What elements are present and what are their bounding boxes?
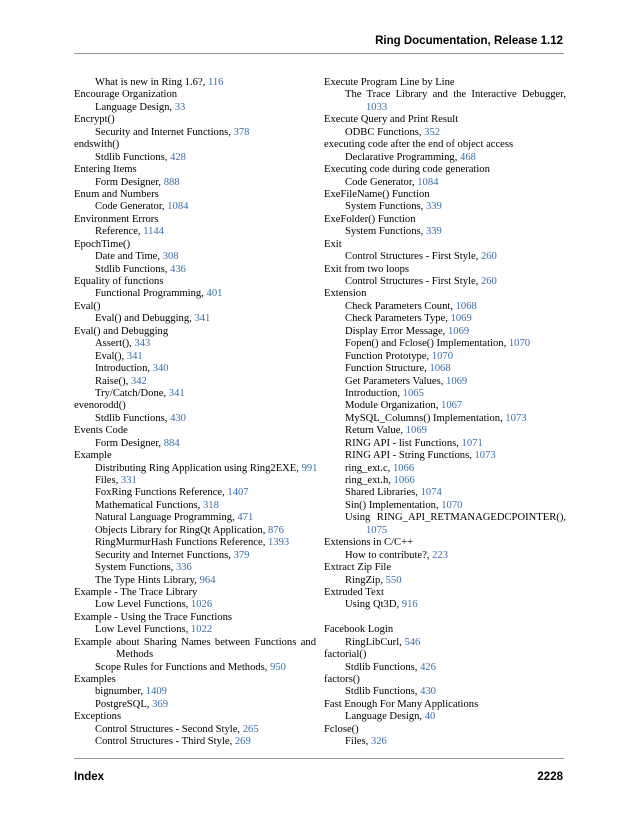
entry-text: Fast Enough For Many Applications: [324, 698, 479, 710]
entry-text: Exceptions: [74, 711, 122, 723]
index-term: [324, 114, 566, 126]
page-link[interactable]: 1068: [429, 363, 451, 375]
entry-text: Events Code: [74, 425, 128, 437]
entry-text: How to contribute?,: [345, 549, 433, 561]
index-subentry: [74, 177, 316, 189]
page-link[interactable]: 1066: [392, 462, 415, 474]
entry-text: Low Level Functions,: [95, 599, 191, 611]
index-subentry: [324, 376, 566, 388]
entry-text: Return Value,: [345, 425, 406, 437]
page-link[interactable]: 876: [268, 524, 284, 536]
index-term: [74, 89, 316, 101]
index-subentry: [74, 599, 316, 611]
page-link[interactable]: 1075: [366, 524, 388, 536]
index-term: [324, 288, 566, 300]
entry-text: Eval() and Debugging: [74, 325, 169, 337]
page-link[interactable]: 1067: [441, 400, 463, 412]
index-subentry: [324, 599, 566, 611]
entry-text: evenorodd(): [74, 400, 126, 412]
index-term: [324, 587, 566, 599]
entry-text: Files,: [95, 475, 121, 486]
index-subentry: [74, 201, 316, 213]
index-subentry: [74, 376, 316, 388]
entry-text: Module Organization,: [345, 400, 442, 412]
running-header-title: Ring Documentation, Release 1.12: [375, 35, 563, 47]
index-subentry: [74, 338, 316, 350]
entry-text: Enum and Numbers: [74, 188, 159, 200]
entry-text: ring_ext.c,: [345, 462, 393, 474]
index-term: [74, 139, 316, 151]
page-link[interactable]: 916: [401, 599, 418, 611]
index-term: [74, 400, 316, 412]
page-link[interactable]: 1065: [402, 387, 424, 399]
index-term: [324, 537, 566, 549]
index-subentry: [324, 450, 566, 462]
index-subentry: [74, 487, 316, 499]
page-link[interactable]: 1144: [143, 226, 165, 238]
entry-text: RING API - String Functions,: [345, 450, 475, 462]
entry-text: Code Generator,: [345, 176, 418, 188]
entry-text: RingLibCurl,: [345, 636, 405, 648]
page-link[interactable]: 1026: [190, 599, 213, 611]
entry-text: Control Structures - Third Style,: [95, 736, 235, 748]
index-subentry: [324, 301, 566, 313]
page-link[interactable]: 1068: [455, 300, 477, 312]
entry-text: Methods: [116, 649, 154, 661]
index-subentry: [324, 475, 566, 487]
entry-text: factors(): [324, 674, 360, 685]
entry-text: System Functions,: [345, 226, 426, 238]
index-term: [324, 239, 566, 251]
page-link[interactable]: 1073: [474, 450, 496, 462]
index-subentry: [324, 400, 566, 412]
entry-text: System Functions,: [345, 201, 426, 213]
page-link[interactable]: 378: [233, 126, 250, 138]
index-term: [74, 114, 316, 126]
index-subentry: [324, 388, 566, 400]
entry-text: Example: [74, 450, 112, 462]
index-subentry: [74, 438, 316, 450]
entry-text: RING API - list Functions,: [345, 437, 462, 449]
entry-text: FoxRing Functions Reference,: [95, 487, 228, 499]
entry-text: RingMurmurHash Functions Reference,: [95, 537, 268, 549]
entry-text: Eval() and Debugging,: [95, 313, 195, 325]
entry-text: EpochTime(): [74, 238, 131, 250]
index-term: [324, 562, 566, 574]
entry-text: Function Prototype,: [345, 350, 432, 362]
entry-text: ExeFileName() Function: [324, 188, 430, 200]
entry-text: Mathematical Functions,: [95, 499, 203, 511]
index-subentry: [324, 226, 566, 238]
page-link[interactable]: 1073: [505, 412, 527, 424]
entry-text: What is new in Ring 1.6?,: [95, 77, 208, 88]
index-subentry: [74, 288, 316, 300]
entry-text: Raise(),: [95, 375, 131, 387]
entry-text: Fclose(): [324, 723, 359, 735]
entry-text: Stdlib Functions,: [95, 412, 171, 424]
index-term: [74, 164, 316, 176]
page-link[interactable]: 339: [425, 201, 442, 213]
index-subentry: [74, 512, 316, 524]
entry-text: Exit: [324, 238, 342, 250]
header-rule: [74, 53, 564, 54]
page-link[interactable]: 426: [420, 661, 436, 673]
entry-text: ExeFolder() Function: [324, 213, 416, 225]
index-term: [324, 699, 566, 711]
entry-text: Executing code during code generation: [324, 164, 490, 176]
footer-rule: [74, 758, 564, 759]
index-term: [324, 214, 566, 226]
page-link[interactable]: 550: [385, 574, 402, 586]
entry-text: Eval(): [74, 300, 101, 312]
page-link[interactable]: 342: [130, 375, 147, 387]
page-link[interactable]: 343: [134, 338, 151, 350]
page-link[interactable]: 430: [170, 412, 186, 424]
index-subentry: [74, 699, 316, 711]
entry-text: Equality of functions: [74, 276, 164, 287]
page-link[interactable]: 1071: [461, 437, 483, 449]
page-link[interactable]: 223: [432, 549, 448, 561]
index-subentry: [324, 637, 566, 649]
index-subentry: [74, 264, 316, 276]
index-subentry: [324, 338, 566, 350]
index-term: [324, 139, 566, 151]
index-subentry: [324, 438, 566, 450]
entry-text: bignumber,: [95, 686, 146, 698]
entry-text: Security and Internet Functions,: [95, 549, 234, 561]
page-link[interactable]: 428: [170, 151, 186, 163]
index-term: [324, 77, 566, 89]
entry-text: Example - Using the Trace Functions: [74, 611, 233, 623]
page-link[interactable]: 33: [174, 101, 186, 113]
entry-text: Introduction,: [345, 387, 403, 399]
index-subentry: [324, 512, 566, 524]
entry-text: Fopen() and Fclose() Implementation,: [345, 338, 509, 350]
page-link[interactable]: 991: [301, 462, 318, 474]
entry-text: Declarative Programming,: [345, 151, 461, 163]
entry-text: Execute Query and Print Result: [324, 114, 459, 126]
index-subentry: [324, 127, 566, 139]
index-subentry: [74, 575, 316, 587]
entry-text: Examples: [74, 674, 116, 685]
entry-text: Stdlib Functions,: [345, 661, 421, 673]
entry-text: Reference,: [95, 226, 144, 238]
entry-text: RingZip,: [345, 574, 386, 586]
entry-text: Language Design,: [95, 101, 175, 113]
page-link[interactable]: 1069: [447, 325, 470, 337]
entry-text: Using RING_API_RETMANAGEDCPOINTER(),: [345, 512, 566, 524]
index-term: [74, 674, 316, 686]
index-subentry: [324, 201, 566, 213]
index-subentry: [324, 177, 566, 189]
index-subentry: [74, 363, 316, 375]
index-subentry: [74, 152, 316, 164]
index-subentry: [324, 102, 566, 114]
index-subentry: [324, 662, 566, 674]
index-term: [324, 624, 566, 636]
entry-text: PostgreSQL,: [95, 698, 153, 710]
entry-text: ring_ext.h,: [345, 475, 394, 486]
index-subentry: [74, 413, 316, 425]
page-link[interactable]: 1069: [405, 425, 427, 437]
index-subentry: [74, 77, 316, 89]
entry-text: Shared Libraries,: [345, 487, 421, 499]
page-link[interactable]: 40: [424, 711, 436, 723]
entry-text: Exit from two loops: [324, 263, 410, 275]
page-link[interactable]: 269: [234, 736, 251, 748]
index-subentry: [74, 313, 316, 325]
index-term: [324, 264, 566, 276]
page-link[interactable]: 1070: [441, 499, 463, 511]
index-subentry: [74, 724, 316, 736]
page-link[interactable]: 1070: [508, 338, 531, 350]
entry-text: Stdlib Functions,: [345, 686, 421, 698]
index-subentry: [324, 89, 566, 101]
entry-text: Check Parameters Count,: [345, 300, 456, 312]
entry-text: The Trace Library and the Interactive Debugger,: [345, 89, 566, 101]
page-link[interactable]: 1084: [417, 176, 439, 188]
page-link[interactable]: 341: [168, 387, 185, 399]
entry-text: factorial(): [324, 649, 367, 661]
index-subentry: [74, 127, 316, 139]
page-link[interactable]: 401: [206, 288, 223, 300]
index-subentry: [324, 326, 566, 338]
index-subentry: [74, 624, 316, 636]
entry-text: Code Generator,: [95, 201, 168, 213]
entry-text: Scope Rules for Functions and Methods,: [95, 661, 271, 673]
page-link[interactable]: 331: [120, 475, 137, 486]
entry-text: Encrypt(): [74, 114, 115, 126]
page-link[interactable]: 436: [170, 263, 186, 275]
page-link[interactable]: 341: [194, 313, 211, 325]
index-subentry: [74, 662, 316, 674]
index-subentry: [74, 686, 316, 698]
page-link[interactable]: 1033: [366, 101, 388, 113]
index-subentry: [324, 351, 566, 363]
index-subentry: [324, 152, 566, 164]
entry-text: Low Level Functions,: [95, 624, 191, 636]
index-subentry: [324, 500, 566, 512]
entry-text: Extruded Text: [324, 586, 384, 598]
page-link[interactable]: 339: [425, 226, 442, 238]
index-subentry: [324, 525, 566, 537]
page-link[interactable]: 369: [152, 698, 168, 710]
entry-text: Objects Library for RingQt Application,: [95, 524, 268, 536]
index-term: [74, 301, 316, 313]
page-link[interactable]: 1069: [446, 375, 468, 387]
index-subentry: [74, 388, 316, 400]
entry-text: Eval(),: [95, 350, 127, 362]
entry-text: Sin() Implementation,: [345, 499, 442, 511]
entry-text: Extension: [324, 288, 367, 300]
index-subentry: [74, 475, 316, 487]
entry-text: Natural Language Programming,: [95, 512, 238, 524]
index-subentry: [74, 736, 316, 748]
index-subentry: [324, 550, 566, 562]
entry-text: MySQL_Columns() Implementation,: [345, 412, 506, 424]
page-link[interactable]: 950: [270, 661, 286, 673]
page-link[interactable]: 260: [480, 276, 497, 287]
index-subentry: [74, 537, 316, 549]
page-link[interactable]: 352: [424, 126, 441, 138]
index-term: [74, 326, 316, 338]
entry-text: Get Parameters Values,: [345, 375, 447, 387]
index-subentry: [74, 500, 316, 512]
page-link[interactable]: 1074: [420, 487, 442, 499]
entry-text: Date and Time,: [95, 251, 163, 263]
entry-text: Display Error Message,: [345, 325, 448, 337]
entry-text: Extensions in C/C++: [324, 537, 414, 549]
index-term: [74, 189, 316, 201]
page-link[interactable]: 1066: [393, 475, 415, 486]
index-subentry: [74, 525, 316, 537]
index-term: [74, 587, 316, 599]
index-subentry: [74, 562, 316, 574]
index-subentry: [324, 251, 566, 263]
index-term: [324, 164, 566, 176]
entry-text: Language Design,: [345, 711, 425, 723]
page-link[interactable]: 1393: [268, 537, 290, 549]
entry-text: System Functions,: [95, 562, 176, 574]
index-subentry: [324, 575, 566, 587]
page-link[interactable]: 1069: [450, 313, 472, 325]
index-term: [74, 711, 316, 723]
footer-section-label: Index: [74, 771, 105, 783]
page-link[interactable]: 340: [152, 363, 169, 375]
page-link[interactable]: 341: [126, 350, 143, 362]
index-subentry: [324, 413, 566, 425]
page-link[interactable]: 884: [163, 437, 180, 449]
entry-text: Assert(),: [95, 338, 135, 350]
entry-text: Functional Programming,: [95, 288, 207, 300]
index-subentry: [324, 736, 566, 748]
entry-text: Execute Program Line by Line: [324, 77, 455, 88]
entry-text: Entering Items: [74, 164, 137, 176]
index-term: [74, 214, 316, 226]
entry-text: Extract Zip File: [324, 562, 392, 574]
index-subentry: [324, 463, 566, 475]
entry-text: Check Parameters Type,: [345, 313, 451, 325]
page-link[interactable]: 430: [420, 686, 436, 698]
index-term: [74, 239, 316, 251]
index-term: [324, 189, 566, 201]
page-link[interactable]: 546: [404, 636, 421, 648]
page-link[interactable]: 1407: [227, 487, 249, 499]
page-link[interactable]: 260: [480, 251, 497, 263]
page-link[interactable]: 964: [199, 574, 216, 586]
page-link[interactable]: 318: [202, 499, 219, 511]
page-link[interactable]: 379: [233, 549, 250, 561]
entry-text: Control Structures - First Style,: [345, 276, 481, 287]
index-subentry: [324, 711, 566, 723]
entry-text: Example - The Trace Library: [74, 586, 198, 598]
index-subentry: [324, 425, 566, 437]
page-link[interactable]: 1022: [190, 624, 213, 636]
entry-text: Control Structures - First Style,: [345, 251, 481, 263]
entry-text: Environment Errors: [74, 213, 159, 225]
entry-text: Example about Sharing Names between Functions and: [74, 636, 316, 648]
index-subentry: [324, 686, 566, 698]
entry-text: Facebook Login: [324, 624, 394, 636]
entry-text: Stdlib Functions,: [95, 151, 171, 163]
page-link[interactable]: 116: [207, 77, 224, 88]
index-subentry: [74, 226, 316, 238]
page-link[interactable]: 336: [175, 562, 192, 574]
footer-page-number: 2228: [537, 771, 563, 783]
entry-text: Function Structure,: [345, 363, 430, 375]
entry-text: endswith(): [74, 139, 120, 151]
index-subentry: [74, 463, 316, 475]
entry-text: Security and Internet Functions,: [95, 126, 234, 138]
entry-text: The Type Hints Library,: [95, 574, 200, 586]
entry-text: Stdlib Functions,: [95, 263, 171, 275]
index-subentry: [324, 487, 566, 499]
index-subentry: [74, 649, 316, 661]
entry-text: Control Structures - Second Style,: [95, 723, 243, 735]
index-term: [324, 724, 566, 736]
page-link[interactable]: 265: [242, 723, 259, 735]
index-term: [324, 649, 566, 661]
index-subentry: [74, 550, 316, 562]
index-subentry: [324, 363, 566, 375]
page-link[interactable]: 468: [460, 151, 476, 163]
entry-text: Using Qt3D,: [345, 599, 402, 611]
index-column-right: [324, 77, 566, 749]
index-subentry: [324, 276, 566, 288]
page-link[interactable]: 1070: [431, 350, 453, 362]
index-subentry: [324, 313, 566, 325]
index-subentry: [74, 251, 316, 263]
entry-text: Distributing Ring Application using Ring2EXE,: [95, 462, 302, 474]
page-link[interactable]: 888: [163, 176, 180, 188]
page-link[interactable]: 326: [370, 736, 387, 748]
page-link[interactable]: 308: [162, 251, 179, 263]
entry-text: Files,: [345, 736, 371, 748]
entry-text: Encourage Organization: [74, 89, 178, 101]
index-term: [74, 276, 316, 288]
entry-text: Try/Catch/Done,: [95, 387, 169, 399]
page-link[interactable]: 1409: [145, 686, 167, 698]
entry-text: Introduction,: [95, 363, 153, 375]
entry-text: executing code after the end of object access: [324, 139, 514, 151]
entry-text: Form Designer,: [95, 176, 164, 188]
page-link[interactable]: 471: [237, 512, 254, 524]
index-term: [324, 674, 566, 686]
index-subentry: [74, 351, 316, 363]
page-link[interactable]: 1084: [167, 201, 189, 213]
index-term: [74, 450, 316, 462]
entry-text: ODBC Functions,: [345, 126, 425, 138]
entry-text: Form Designer,: [95, 437, 164, 449]
index-term: [74, 612, 316, 624]
index-subentry: [74, 102, 316, 114]
index-term: [74, 637, 316, 649]
index-term: [74, 425, 316, 437]
index-column-left: [74, 77, 316, 749]
